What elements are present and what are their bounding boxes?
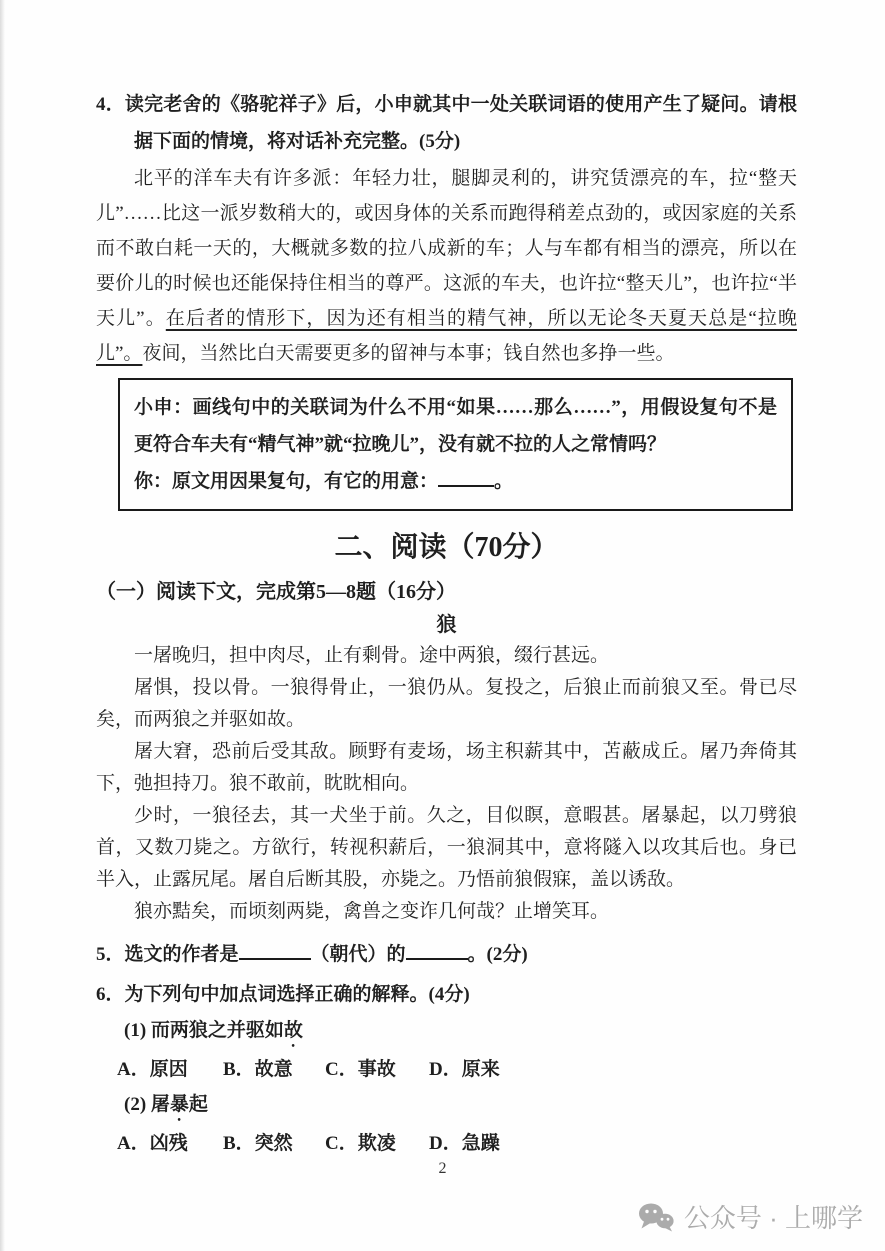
reading-paragraph: 少时，一狼径去，其一犬坐于前。久之，目似瞑，意暇甚。屠暴起，以刀劈狼首，又数刀毙之。方欲行，转视积薪后，一狼洞其中，意将隧入以攻其后也。身已半入，止露尻尾。屠自后断其股，亦毙之。乃悟前狼假寐，盖以诱敌。: [96, 805, 797, 890]
answer-blank: [406, 942, 468, 960]
dotted-character: 暴: [169, 1094, 189, 1115]
sub-1-text: (1) 而两狼之并驱如: [124, 1020, 284, 1041]
option-d: D．急躁: [429, 1133, 500, 1154]
page-number: 2: [438, 1160, 447, 1177]
reading-paragraph: 狼亦黠矣，而顷刻两毙，禽兽之变诈几何哉？止增笑耳。: [134, 901, 610, 922]
question-5-suffix: 。(2分): [467, 944, 528, 965]
sub-2-text: (2) 屠: [124, 1094, 170, 1115]
answer-blank: [239, 942, 311, 960]
option-b: B．突然: [223, 1133, 293, 1154]
dialogue-you-prefix: 你：原文用因果复句，有它的用意：: [134, 471, 439, 492]
question-6-sub-1: [96, 1013, 797, 1052]
reading-passage: [96, 640, 797, 928]
option-a: A．原因: [117, 1059, 188, 1080]
reading-paragraph: 屠大窘，恐前后受其敌。顾野有麦场，场主积薪其中，苫蔽成丘。屠乃奔倚其下，弛担持刀。狼不敢前，眈眈相向。: [96, 741, 797, 794]
dotted-character: 故: [283, 1020, 303, 1041]
question-5: [96, 936, 797, 973]
option-c: C．欺凌: [325, 1133, 396, 1154]
dialogue-you-suffix: 。: [494, 471, 514, 492]
question-6-sub-2-options: [117, 1126, 797, 1161]
reading-paragraph: 屠惧，投以骨。一狼得骨止，一狼仍从。复投之，后狼止而前狼又至。骨已尽矣，而两狼之并驱如故。: [96, 677, 797, 730]
passage-text-tail: 夜间，当然比白天需要更多的留神与本事；钱自然也多挣一些。: [142, 343, 675, 364]
question-5-mid: （朝代）的: [310, 944, 406, 965]
sub-2-text-tail: 起: [188, 1094, 208, 1115]
option-a: A．凶残: [117, 1133, 188, 1154]
question-4-passage: [96, 161, 797, 371]
option-d: D．原来: [429, 1059, 500, 1080]
reading-passage-title: 狼: [436, 614, 457, 636]
reading-paragraph: 一屠晚归，担中肉尽，止有剩骨。途中两狼，缀行甚远。: [134, 645, 610, 666]
section-2-part-1-heading: （一）阅读下文，完成第5—8题（16分）: [96, 581, 456, 603]
dialogue-you-line: [134, 463, 777, 500]
passage-underlined-sentence: 在后者的情形下，因为还有相当的精气神，所以无论冬天夏天总是“拉晚儿”。: [96, 308, 797, 364]
question-5-prefix: 5．选文的作者是: [96, 944, 239, 965]
answer-blank: [438, 469, 494, 487]
option-b: B．故意: [223, 1059, 293, 1080]
option-c: C．事故: [325, 1059, 396, 1080]
dialogue-xiaoshen-line: 小申：画线句中的关联词为什么不用“如果……那么……”，用假设复句不是更符合车夫有“精气神”就“拉晚儿”，没有就不拉的人之常情吗？: [134, 397, 777, 455]
section-2-title: 二、阅读（70分）: [334, 532, 559, 563]
watermark: [638, 1198, 863, 1235]
question-4-stem: 4．读完老舍的《骆驼祥子》后，小申就其中一处关联词语的使用产生了疑问。请根据下面的情境，将对话补充完整。(5分): [96, 94, 797, 152]
watermark-label: 公众号 · 上哪学: [683, 1203, 863, 1233]
question-6-sub-2: [96, 1087, 797, 1126]
dialogue-box: [118, 378, 793, 511]
wechat-icon: [638, 1202, 674, 1232]
question-6-sub-1-options: [117, 1052, 797, 1087]
passage-text: 北平的洋车夫有许多派：年轻力壮，腿脚灵利的，讲究赁漂亮的车，拉“整天儿”……比这一派岁数稍大的，或因身体的关系而跑得稍差点劲的，或因家庭的关系而不敢白耗一天的，大概就多数的拉八成新的车；人与车都有相当的漂亮，所以在要价儿的时候也还能保持住相当的尊严。这派的车夫，也许拉“整天儿”，也许拉“半天儿”。: [96, 168, 797, 329]
question-6-stem: 6．为下列句中加点词选择正确的解释。(4分): [96, 984, 470, 1005]
